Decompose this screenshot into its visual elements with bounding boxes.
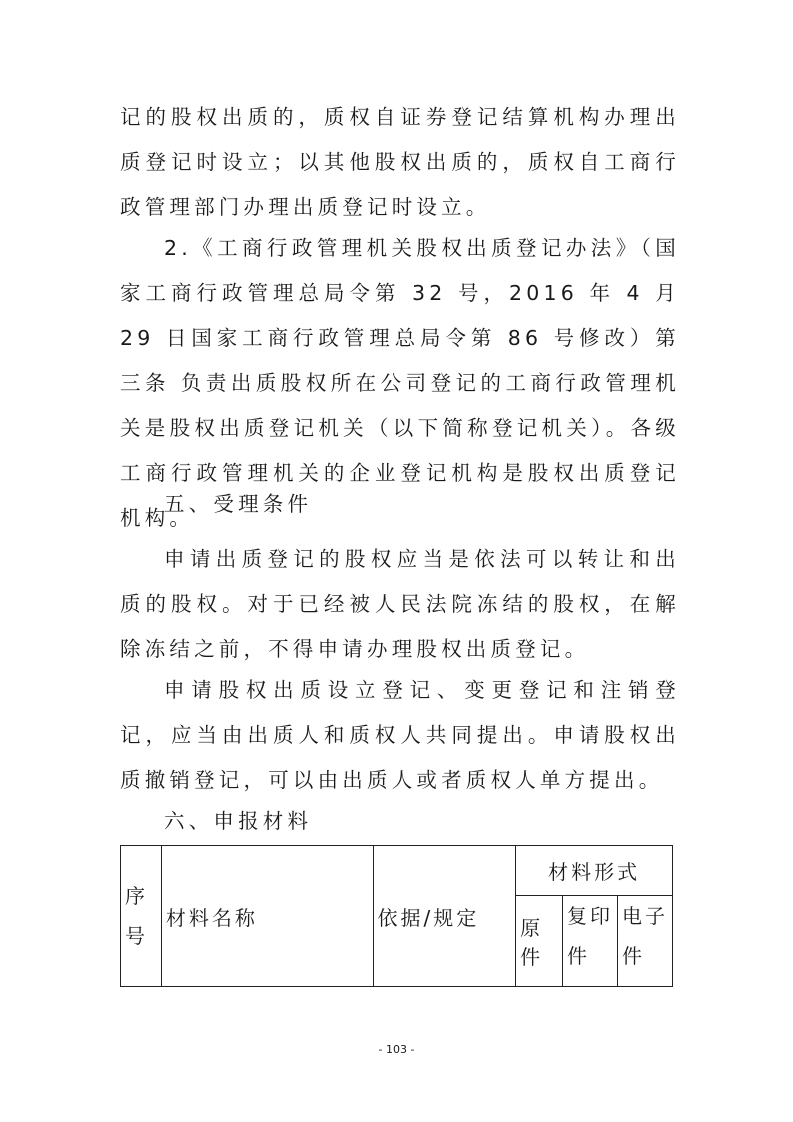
paragraph-acceptance-condition-1: 申请出质登记的股权应当是依法可以转让和出质的股权。对于已经被人民法院冻结的股权，在解除冻结之前，不得申请办理股权出质登记。 xyxy=(120,547,680,661)
header-material-form: 材料形式 xyxy=(516,846,673,896)
paragraph-acceptance-condition-2: 申请股权出质设立登记、变更登记和注销登记，应当由出质人和质权人共同提出。申请股权出质撤销登记，可以由出质人或者质权人单方提出。 xyxy=(120,678,680,792)
section-heading-acceptance-conditions: 五、受理条件 xyxy=(164,492,313,516)
header-copy xyxy=(562,896,617,987)
header-seq-cell xyxy=(121,846,162,987)
header-material-name: 材料名称 xyxy=(161,846,373,987)
header-elec-char3: 件 xyxy=(622,944,645,969)
header-elec-char2: 子 xyxy=(645,904,668,929)
header-electronic xyxy=(618,896,673,987)
header-copy-char1: 复 xyxy=(566,904,590,929)
header-copy-char3: 件 xyxy=(566,944,590,969)
materials-table xyxy=(120,845,673,987)
table-header-row xyxy=(121,846,673,896)
paragraph-registration-measures: 2.《工商行政管理机关股权出质登记办法》（国家工商行政管理总局令第 32 号，2016 年 4 月 29 日国家工商行政管理总局令第 86 号修改）第三条 负责出质股权所在公司登记的工商行政管理机关是股权出质登记机关（以下简称登记机关）。各级工商行政管理机关的企业登记机构是股权出质登记机构。 xyxy=(120,236,680,530)
header-seq-line1: 序 xyxy=(125,884,148,908)
paragraph-pledge-effect: 记的股权出质的，质权自证券登记结算机构办理出质登记时设立；以其他股权出质的，质权自工商行政管理部门办理出质登记时设立。 xyxy=(120,105,680,219)
header-copy-char2: 印 xyxy=(590,904,613,929)
header-seq-line2: 号 xyxy=(125,924,148,948)
header-basis: 依据/规定 xyxy=(373,846,516,987)
section-heading-application-materials: 六、申报材料 xyxy=(164,809,313,833)
header-original: 原件 xyxy=(516,896,563,987)
header-elec-char1: 电 xyxy=(622,904,645,929)
page-number: - 103 - xyxy=(378,1043,415,1056)
